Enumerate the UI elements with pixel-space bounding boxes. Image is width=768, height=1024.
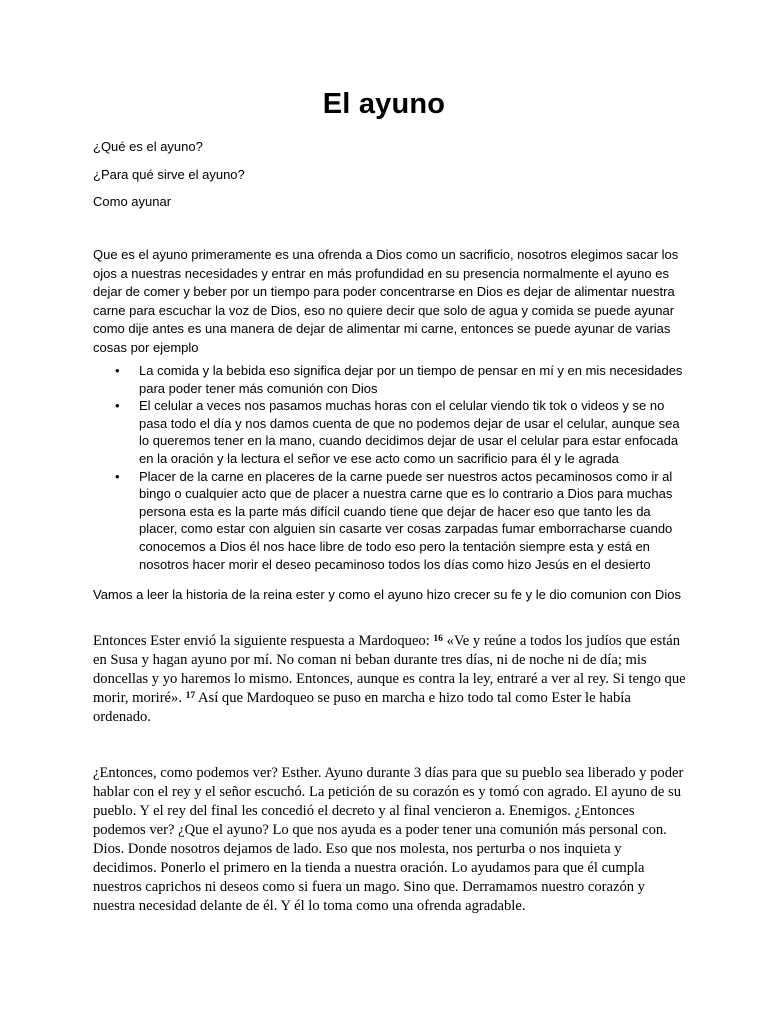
- scripture-passage: [93, 632, 688, 727]
- scripture-text-2: «Ve y reúne a todos los judíos que están en Susa y hagan ayuno por mí. No coman ni beban durante tres días, ni de noche ni de día; mis doncellas y yo haremos lo mismo. Entonces, aunque es contra la ley, entraré a ver al rey. Si tengo que morir, moriré».: [93, 633, 686, 706]
- list-item-phone: [93, 397, 688, 467]
- conclusion-paragraph: ¿Entonces, como podemos ver? Esther. Ayuno durante 3 días para que su pueblo sea liberado y poder hablar con el rey y el señor escuchó. La petición de su corazón es y tomó con agrado. El ayuno de su pueblo. Y el rey del final les concedió el decreto y al final vencieron a. Enemigos. ¿Entonces podemos ver? ¿Que el ayuno? Lo que nos ayuda es a poder tener una comunión más personal con. Dios. Donde nosotros dejamos de lado. Eso que nos molesta, nos perturba o nos inquieta y decidimos. Ponerlo el primero en la tienda a nuestra oración. Lo ayudamos para que él cumpla nuestros caprichos ni deseos como si fuera un mago. Sino que. Derramamos nuestro corazón y nuestra necesidad delante de él. Y él lo toma como una ofrenda agradable.: [93, 765, 684, 914]
- fasting-examples-list: [93, 362, 688, 573]
- intro-paragraph: Que es el ayuno primeramente es una ofrenda a Dios como un sacrificio, nosotros elegimos sacar los ojos a nuestras necesidades y entrar en más profundidad en su presencia normalmente el ayuno es dejar de comer y beber por un tiempo para poder concentrarse en Dios es dejar de alimentar nuestra carne para escuchar la voz de Dios, eso no quiere decir que solo de agua y comida se puede ayunar como dije antes es una manera de dejar de alimentar mi carne, entonces se puede ayunar de varias cosas por ejemplo: [93, 247, 679, 355]
- bullet-icon: •: [115, 468, 120, 484]
- list-item-text: La comida y la bebida eso significa dejar por un tiempo de pensar en mí y en mis necesidades para poder tener más comunión con Dios: [139, 363, 683, 396]
- question-what-is-fasting: ¿Qué es el ayuno?: [93, 139, 203, 154]
- list-item-text: Placer de la carne en placeres de la carne puede ser nuestros actos pecaminosos como ir al bingo o cualquier acto que de placer a nuestra carne que es lo contrario a Dios para muchas persona esta es la parte más difícil cuando tiene que dejar de hacer eso que tanto les da placer, como estar con alguien sin casarte ver cosas zarpadas fumar emborracharse cuando conocemos a Dios él nos hace libre de todo eso pero la tentación siempre esta y está en nosotros hacer morir el deseo pecaminoso todos los días como hizo Jesús en el desierto: [139, 468, 673, 572]
- verse-number-16: 16: [433, 634, 443, 644]
- question-how-to-fast: Como ayunar: [93, 194, 172, 209]
- scripture-text-1: Entonces Ester envió la siguiente respuesta a Mardoqueo:: [93, 633, 434, 649]
- verse-number-17: 17: [185, 691, 196, 701]
- scripture-text-3: Así que Mardoqueo se puso en marcha e hizo todo tal como Ester le había ordenado.: [93, 690, 631, 725]
- question-purpose-of-fasting: ¿Para qué sirve el ayuno?: [93, 167, 245, 182]
- bullet-icon: •: [115, 398, 120, 414]
- list-item-food: [93, 362, 688, 397]
- list-item-text: El celular a veces nos pasamos muchas horas con el celular viendo tik tok o videos y se no pasa todo el día y nos damos cuenta de que no podemos dejar de usar el celular, aunque sea lo queremos tener en la mano, cuando decidimos dejar de usar el celular para estar enfocada en la oración y la lectura el señor ve ese acto como un sacrificio para él y le agrada: [139, 398, 680, 466]
- document-title: El ayuno: [322, 88, 446, 120]
- bullet-icon: •: [115, 363, 120, 378]
- list-item-flesh-pleasures: [93, 468, 688, 574]
- story-intro-paragraph: Vamos a leer la historia de la reina ester y como el ayuno hizo crecer su fe y le dio comunion con Dios: [93, 587, 681, 602]
